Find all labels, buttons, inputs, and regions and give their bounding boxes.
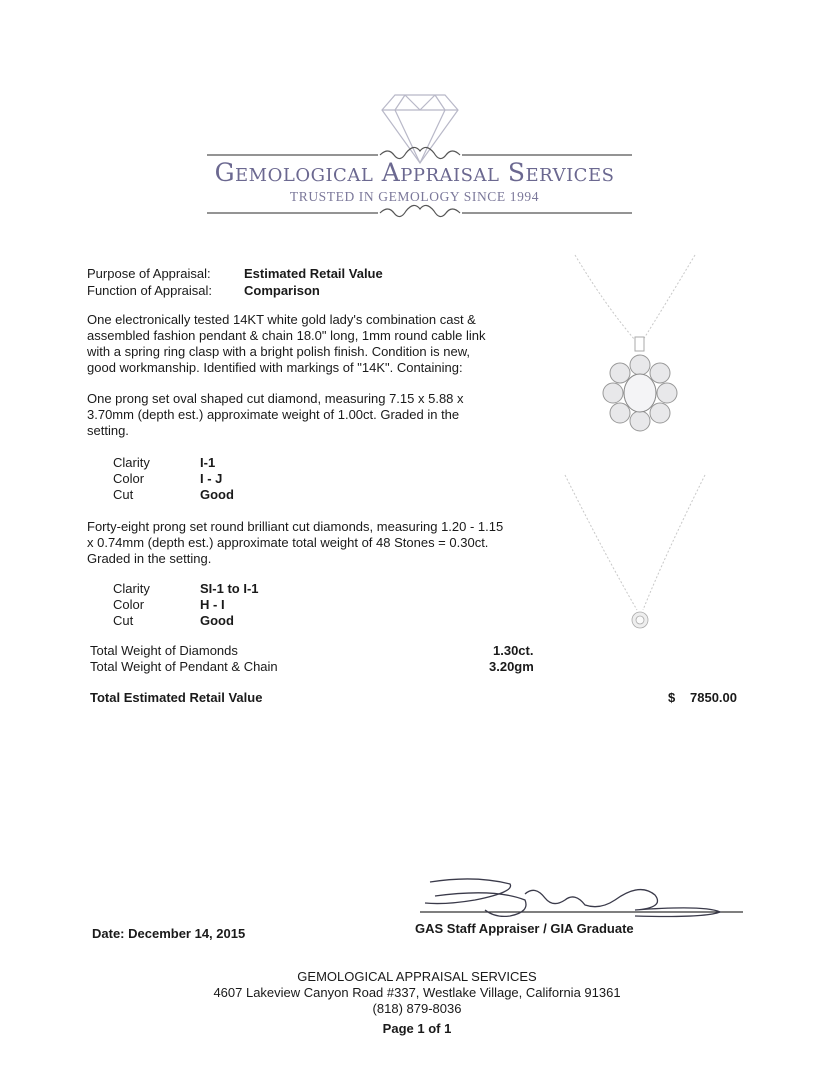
signature-title: GAS Staff Appraiser / GIA Graduate xyxy=(415,921,634,936)
signature-image xyxy=(415,870,750,920)
total-retail-label: Total Estimated Retail Value xyxy=(90,690,263,705)
purpose-label: Purpose of Appraisal: xyxy=(87,266,211,281)
side-grade-value-color: H - I xyxy=(200,597,225,612)
appraisal-date: Date: December 14, 2015 xyxy=(92,926,246,941)
side-grade-value-clarity: SI-1 to I-1 xyxy=(200,581,259,596)
total-pendant-value: 3.20gm xyxy=(489,659,534,674)
total-retail-value: 7850.00 xyxy=(690,690,737,705)
side-grade-label-color: Color xyxy=(113,597,145,612)
center-grade-label-color: Color xyxy=(113,471,145,486)
side-grade-label-cut: Cut xyxy=(113,613,134,628)
side-grade-value-cut: Good xyxy=(200,613,234,628)
totals-section xyxy=(87,643,767,706)
page-number: Page 1 of 1 xyxy=(382,1021,452,1036)
center-grade-label-cut: Cut xyxy=(113,487,134,502)
total-pendant-label: Total Weight of Pendant & Chain xyxy=(90,659,278,674)
footer-company: GEMOLOGICAL APPRAISAL SERVICES xyxy=(297,969,537,984)
side-stones-description: Forty-eight prong set round brilliant cut diamonds, measuring 1.20 - 1.15 x 0.74mm (depth est.) approximate total weight of 48 Stones = 0.30ct. Graded in the setting. xyxy=(87,519,504,566)
company-tagline: TRUSTED IN GEMOLOGY SINCE 1994 xyxy=(289,189,540,204)
purpose-row xyxy=(87,265,767,282)
center-grade-value-cut: Good xyxy=(200,487,234,502)
side-stones-grades xyxy=(113,581,767,629)
currency-symbol: $ xyxy=(668,690,676,705)
center-grade-value-clarity: I-1 xyxy=(200,455,216,470)
center-stone-description: One prong set oval shaped cut diamond, measuring 7.15 x 5.88 x 3.70mm (depth est.) approximate weight of 1.00ct. Graded in the setting. xyxy=(87,391,464,438)
item-description: One electronically tested 14KT white gold lady's combination cast & assembled fashion pendant & chain 18.0" long, 1mm round cable link with a spring ring clasp with a bright polish finish. Condition is new, good workmanship. Identified with markings of "14K". Containing: xyxy=(87,312,486,375)
center-stone-grades xyxy=(113,455,767,503)
purpose-value: Estimated Retail Value xyxy=(244,266,383,281)
company-logo-title: Gemological Appraisal Services xyxy=(214,158,615,187)
center-grade-label-clarity: Clarity xyxy=(113,455,150,470)
footer-address: 4607 Lakeview Canyon Road #337, Westlake Village, California 91361 xyxy=(213,985,621,1000)
function-label: Function of Appraisal: xyxy=(87,283,213,298)
total-diamonds-value: 1.30ct. xyxy=(493,643,534,658)
side-grade-label-clarity: Clarity xyxy=(113,581,150,596)
function-row xyxy=(87,282,767,299)
appraisal-body xyxy=(87,265,767,706)
footer-phone: (818) 879-8036 xyxy=(372,1001,462,1016)
center-grade-value-color: I - J xyxy=(200,471,223,486)
total-diamonds-label: Total Weight of Diamonds xyxy=(90,643,238,658)
function-value: Comparison xyxy=(244,283,320,298)
